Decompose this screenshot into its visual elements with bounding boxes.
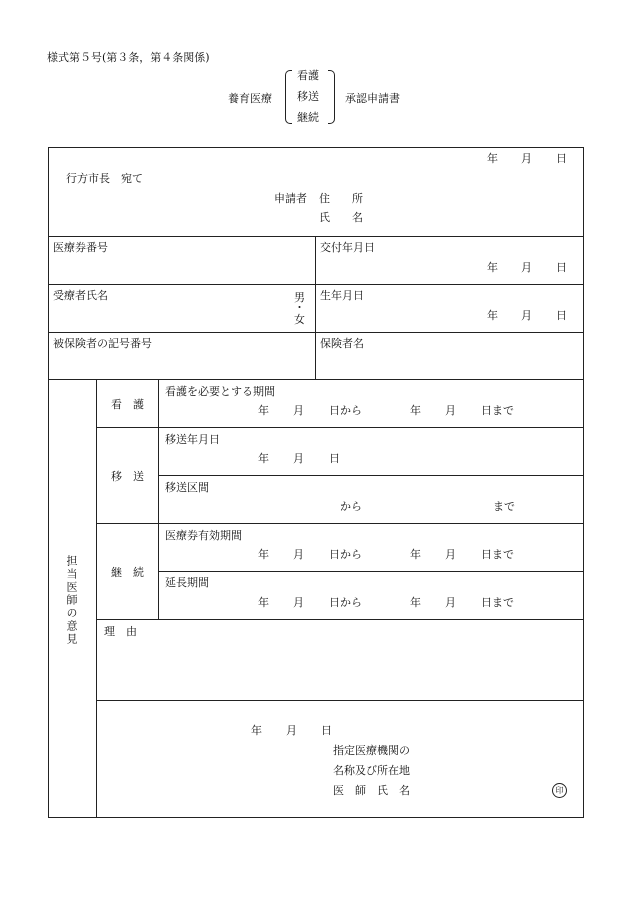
validity-from-month: 月 [293, 548, 304, 561]
issue-date-year: 年 [487, 261, 498, 274]
validity-to-day: 日まで [481, 548, 514, 561]
birth-date-label: 生年月日 [320, 289, 364, 302]
nursing-from-year: 年 [258, 404, 269, 417]
transfer-date-year: 年 [258, 452, 269, 465]
extension-to-month: 月 [445, 596, 456, 609]
seal-mark: 印 [552, 783, 567, 798]
right-bracket [328, 70, 335, 124]
insured-number-label: 被保険者の記号番号 [53, 337, 152, 350]
title-option-transfer: 移送 [297, 90, 319, 103]
issue-date-label: 交付年月日 [320, 241, 375, 254]
transfer-date-month: 月 [293, 452, 304, 465]
signature-date-day: 日 [321, 724, 332, 737]
header-date-year: 年 [487, 152, 498, 165]
header-date-day: 日 [556, 152, 567, 165]
transfer-date-label: 移送年月日 [165, 433, 220, 446]
birth-date-month: 月 [521, 309, 532, 322]
left-bracket [285, 70, 292, 124]
transfer-date-day: 日 [329, 452, 340, 465]
applicant-label: 申請者 [274, 192, 307, 205]
title-suffix: 承認申請書 [345, 92, 400, 105]
extension-from-year: 年 [258, 596, 269, 609]
doctor-opinion-side-label: 担当医師の意見 [65, 555, 78, 646]
reason-label: 理 由 [104, 625, 137, 638]
transfer-to-text: まで [493, 500, 515, 513]
sex-male: 男 [294, 291, 305, 304]
address-label: 住 所 [319, 192, 363, 205]
extension-from-month: 月 [293, 596, 304, 609]
insurer-name-label: 保険者名 [320, 337, 364, 350]
issue-date-day: 日 [556, 261, 567, 274]
signature-date-year: 年 [251, 724, 262, 737]
birth-date-day: 日 [556, 309, 567, 322]
validity-to-month: 月 [445, 548, 456, 561]
title-option-continuation: 継続 [297, 111, 319, 124]
validity-to-year: 年 [410, 548, 421, 561]
nursing-from-month: 月 [293, 404, 304, 417]
nursing-label: 看 護 [111, 398, 144, 411]
nursing-to-month: 月 [445, 404, 456, 417]
doctor-name-label: 医 師 氏 名 [333, 784, 410, 797]
birth-date-year: 年 [487, 309, 498, 322]
name-label: 氏 名 [319, 211, 363, 224]
form-number: 様式第５号(第３条，第４条関係) [47, 51, 210, 64]
title-option-nursing: 看護 [297, 69, 319, 82]
ticket-number-label: 医療券番号 [53, 241, 108, 254]
nursing-from-day: 日から [329, 404, 362, 417]
transfer-label: 移 送 [111, 470, 144, 483]
header-date-month: 月 [521, 152, 532, 165]
institution-line-2: 名称及び所在地 [333, 764, 410, 777]
extension-period-label: 延長期間 [165, 576, 209, 589]
sex-separator: ・ [294, 301, 305, 314]
addressee: 行方市長 宛て [66, 172, 143, 185]
institution-line-1: 指定医療機関の [333, 744, 410, 757]
validity-period-label: 医療券有効期間 [165, 529, 242, 542]
nursing-to-day: 日まで [481, 404, 514, 417]
nursing-period-label: 看護を必要とする期間 [165, 385, 275, 398]
transfer-section-label: 移送区間 [165, 481, 209, 494]
title-prefix: 養育医療 [228, 92, 272, 105]
sex-female: 女 [294, 313, 305, 326]
validity-from-day: 日から [329, 548, 362, 561]
transfer-from-text: から [340, 500, 362, 513]
nursing-to-year: 年 [410, 404, 421, 417]
issue-date-month: 月 [521, 261, 532, 274]
extension-from-day: 日から [329, 596, 362, 609]
extension-to-year: 年 [410, 596, 421, 609]
extension-to-day: 日まで [481, 596, 514, 609]
patient-name-label: 受療者氏名 [53, 289, 108, 302]
validity-from-year: 年 [258, 548, 269, 561]
continuation-label: 継 続 [111, 566, 144, 579]
signature-date-month: 月 [286, 724, 297, 737]
